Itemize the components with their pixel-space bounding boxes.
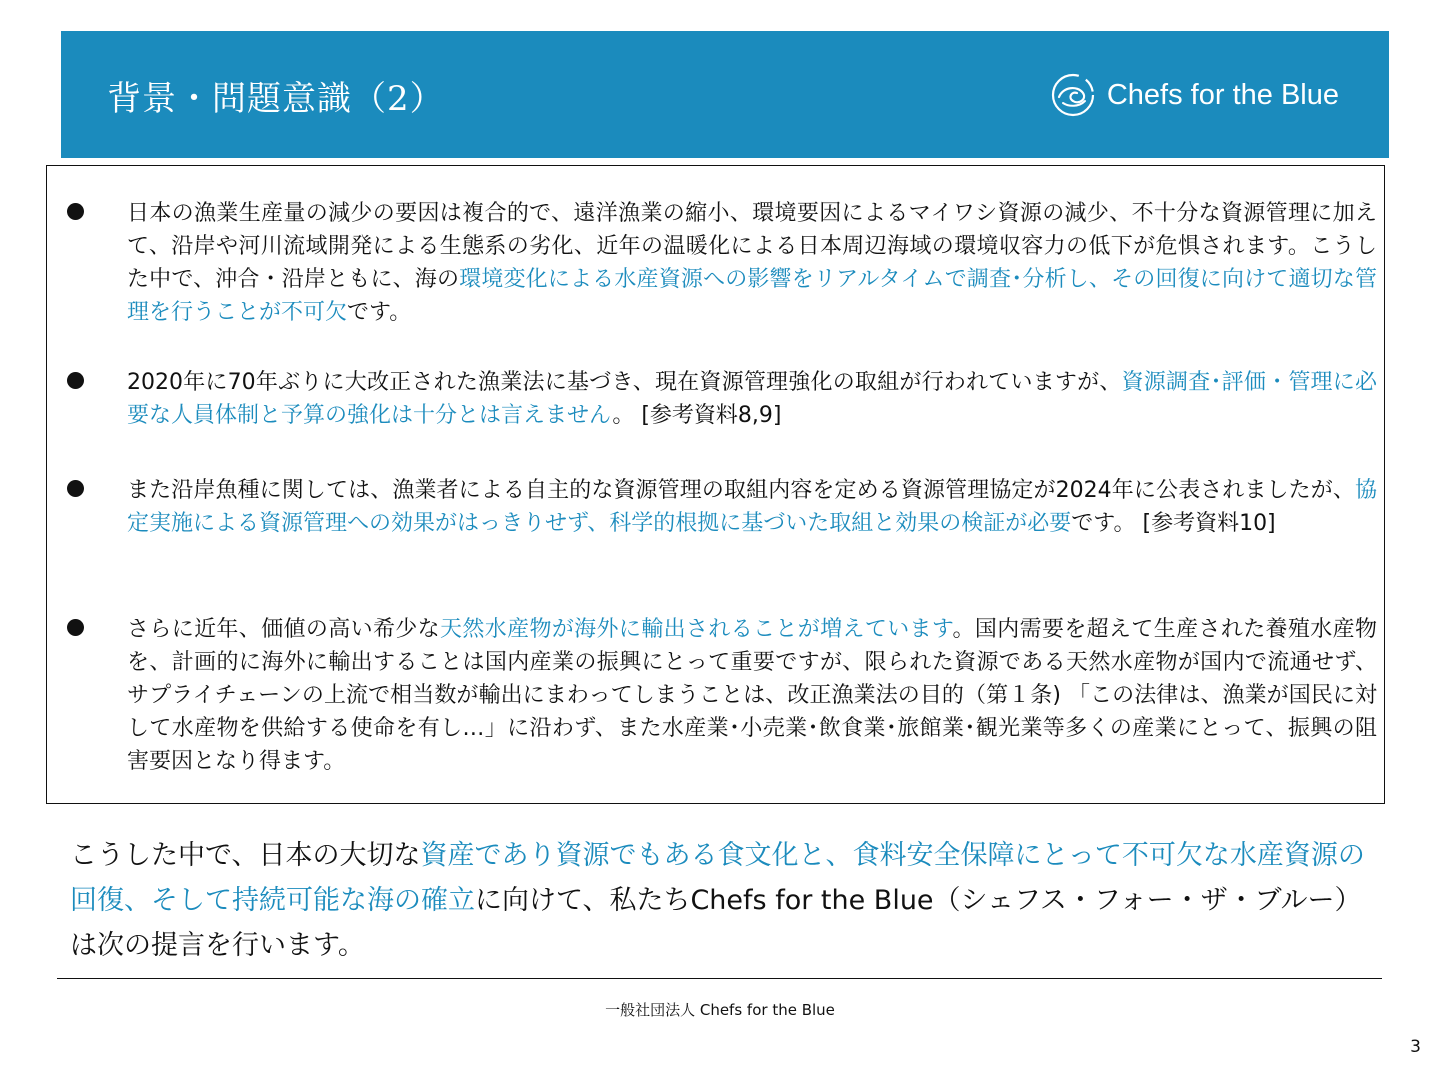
conclusion-plain: こうした中で、日本の大切な — [70, 840, 421, 871]
brand — [1049, 69, 1339, 121]
page-title: 背景・問題意識（2） — [107, 79, 445, 119]
bullet-dot-icon — [67, 480, 84, 497]
conclusion-highlight: 資産であり資源でもある食文化と、食料安全保障にとって不可欠な水産資源の回復、そして持続可能な海の確立 — [70, 840, 1365, 916]
header-banner — [61, 31, 1389, 158]
issues-box — [46, 165, 1385, 804]
bullet-text-plain: 。国内需要を超えて生産された養殖水産物を、計画的に海外に輸出することは国内産業の振興にとって重要ですが、限られた資源である天然水産物が国内で流通せず、サプライチェーンの上流で相当数が輸出にまわってしまうことは、改正漁業法の目的（第１条) 「この法律は、漁業が国民に対して水産物を供給する使命を有し…」に沿わず、また水産業･小売業･飲食業･旅館業･観光業等多くの産業にとって、振興の阻害要因となり得ます。 — [127, 617, 1377, 774]
bullet-text-highlight: 協定実施による資源管理への効果がはっきりせず、科学的根拠に基づいた取組と効果の検証が必要 — [127, 478, 1377, 536]
bullet-text — [127, 613, 1377, 778]
footer-divider — [57, 978, 1382, 979]
wave-circle-logo-icon — [1049, 71, 1097, 119]
bullet-text — [127, 474, 1377, 540]
bullet-text — [127, 366, 1377, 432]
brand-name: Chefs for the Blue — [1106, 78, 1339, 111]
page-number: 3 — [1410, 1037, 1421, 1057]
bullet-dot-icon — [67, 372, 84, 389]
bullet-text-plain: 2020年に70年ぶりに大改正された漁業法に基づき、現在資源管理強化の取組が行われていますが、 — [127, 370, 1122, 395]
conclusion-plain: に向けて、私たちChefs for the Blue（シェフス・フォー・ザ・ブルー）は次の提言を行います。 — [70, 885, 1362, 961]
bullet-text-plain: です。 — [347, 300, 412, 325]
bullet-text-plain: また沿岸魚種に関しては、漁業者による自主的な資源管理の取組内容を定める資源管理協定が2024年に公表されましたが、 — [127, 478, 1355, 503]
footer-organization: 一般社団法人 Chefs for the Blue — [605, 1001, 835, 1019]
bullet-text-plain: です。 [参考資料10] — [1071, 511, 1276, 536]
bullet-text-highlight: 天然水産物が海外に輸出されることが増えています — [440, 617, 953, 642]
bullet-text-highlight: 資源調査･評価・管理に必要な人員体制と予算の強化は十分とは言えません — [127, 370, 1377, 428]
bullet-text-plain: 日本の漁業生産量の減少の要因は複合的で、遠洋漁業の縮小、環境要因によるマイワシ資源の減少、不十分な資源管理に加えて、沿岸や河川流域開発による生態系の劣化、近年の温暖化による日本周辺海域の環境収容力の低下が危惧されます。こうした中で、沖合・沿岸ともに、海の — [127, 201, 1377, 292]
bullet-dot-icon — [67, 203, 84, 220]
bullet-dot-icon — [67, 619, 84, 636]
bullet-text-plain: さらに近年、価値の高い希少な — [127, 617, 441, 642]
bullet-text — [127, 197, 1377, 329]
bullet-text-plain: 。 [参考資料8,9] — [612, 403, 782, 428]
conclusion-text — [70, 833, 1370, 968]
bullet-text-highlight: 環境変化による水産資源への影響をリアルタイムで調査･分析し、その回復に向けて適切な管理を行うことが不可欠 — [127, 267, 1377, 325]
